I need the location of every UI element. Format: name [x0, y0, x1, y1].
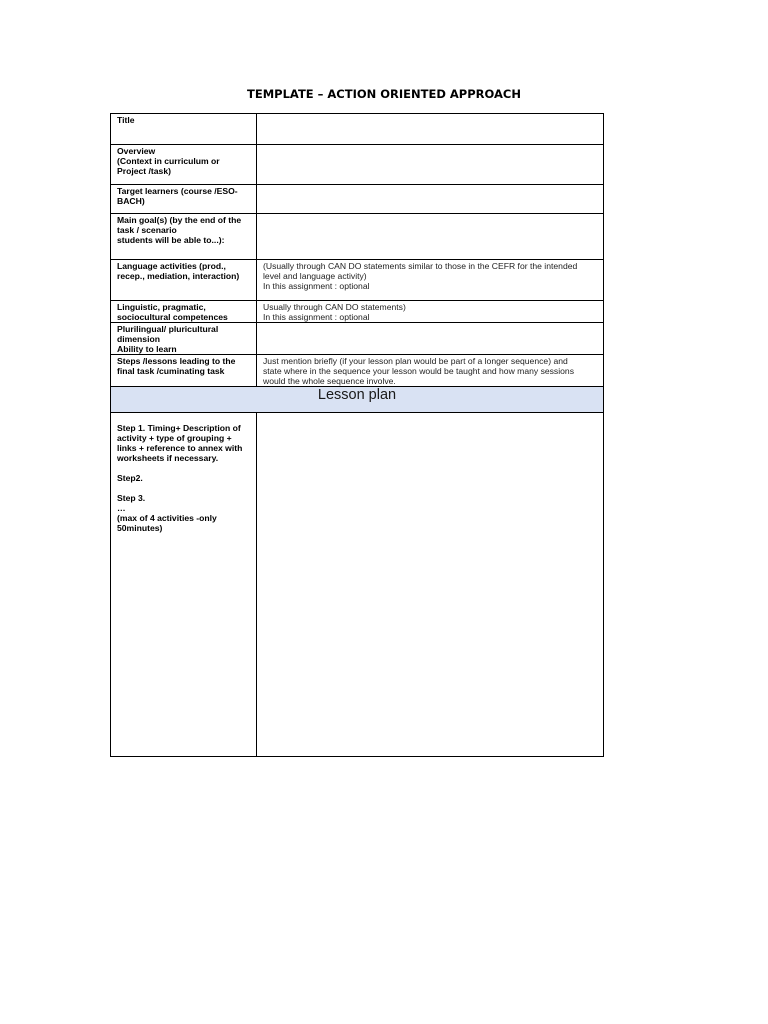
template-table	[110, 113, 604, 757]
row-lesson-plan-banner	[111, 387, 604, 413]
field-steps[interactable]: Just mention briefly (if your lesson plan would be part of a longer sequence) and state where in the sequence your lesson would be taught and how many sessions would the whole sequence involve.	[257, 355, 604, 387]
lesson-plan-heading: Lesson plan	[111, 387, 604, 413]
label-lesson-steps: Step 1. Timing+ Description of activity + type of grouping + links + reference to annex with worksheets if necessary. Step2. Step 3. … (max of 4 activities -only 50minutes)	[111, 413, 257, 757]
row-steps	[111, 355, 604, 387]
row-lesson-steps	[111, 413, 604, 757]
field-target-learners[interactable]	[257, 185, 604, 214]
field-title[interactable]	[257, 114, 604, 145]
field-plurilingual[interactable]	[257, 323, 604, 355]
row-competences	[111, 301, 604, 323]
field-main-goals[interactable]	[257, 214, 604, 260]
label-main-goals: Main goal(s) (by the end of the task / scenario students will be able to...):	[111, 214, 257, 260]
label-competences: Linguistic, pragmatic, sociocultural competences	[111, 301, 257, 323]
label-overview: Overview (Context in curriculum or Project /task)	[111, 145, 257, 185]
row-title	[111, 114, 604, 145]
row-overview	[111, 145, 604, 185]
label-steps: Steps /lessons leading to the final task /cuminating task	[111, 355, 257, 387]
label-title: Title	[111, 114, 257, 145]
row-main-goals	[111, 214, 604, 260]
field-lesson-steps[interactable]	[257, 413, 604, 757]
document-title: TEMPLATE – ACTION ORIENTED APPROACH	[247, 87, 521, 101]
field-overview[interactable]	[257, 145, 604, 185]
label-target-learners: Target learners (course /ESO- BACH)	[111, 185, 257, 214]
label-language-activities: Language activities (prod., recep., mediation, interaction)	[111, 260, 257, 301]
row-plurilingual	[111, 323, 604, 355]
label-plurilingual: Plurilingual/ pluricultural dimension Ability to learn	[111, 323, 257, 355]
row-language-activities	[111, 260, 604, 301]
field-competences[interactable]: Usually through CAN DO statements) In this assignment : optional	[257, 301, 604, 323]
field-language-activities[interactable]: (Usually through CAN DO statements similar to those in the CEFR for the intended level and language activity) In this assignment : optional	[257, 260, 604, 301]
row-target-learners	[111, 185, 604, 214]
